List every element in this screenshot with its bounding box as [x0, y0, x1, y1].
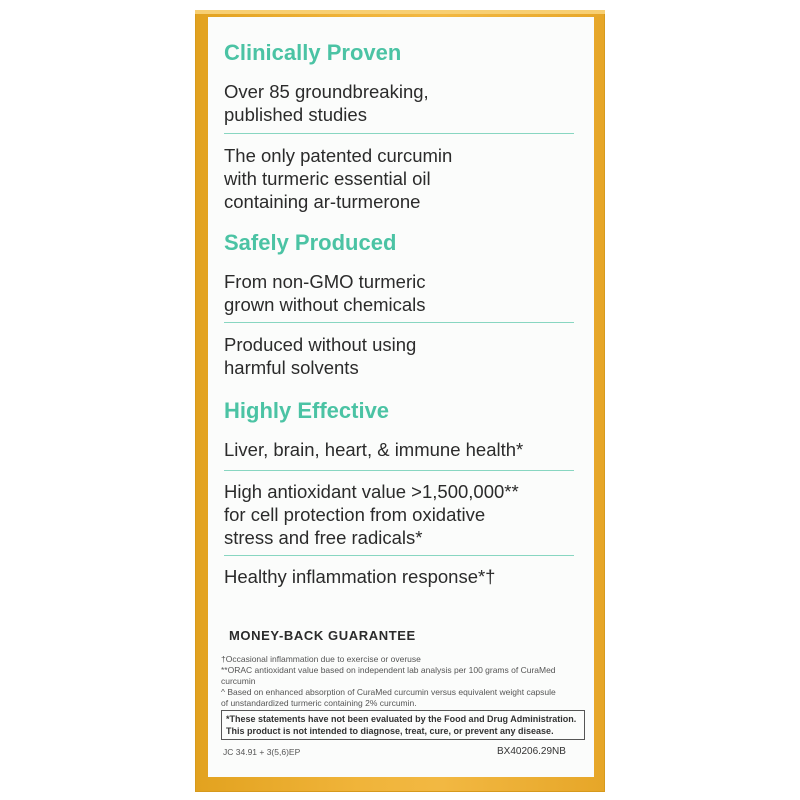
claim-solvents-line-2: harmful solvents — [224, 357, 359, 378]
claim-health-line-1: Liver, brain, heart, & immune health* — [224, 439, 524, 460]
claim-non-gmo — [224, 270, 574, 316]
claim-health — [224, 438, 574, 461]
claim-non-gmo-line-1: From non-GMO turmeric — [224, 271, 426, 292]
claim-inflammation-line-1: Healthy inflammation response*† — [224, 566, 496, 587]
claim-inflammation — [224, 565, 574, 588]
claim-antioxidant — [224, 480, 574, 549]
claim-antioxidant-line-1: High antioxidant value >1,500,000** — [224, 481, 519, 502]
claim-patented — [224, 144, 574, 213]
divider — [224, 133, 574, 134]
divider — [224, 470, 574, 471]
claim-solvents-line-1: Produced without using — [224, 334, 417, 355]
claim-patented-line-3: containing ar-turmerone — [224, 191, 421, 212]
claim-patented-line-1: The only patented curcumin — [224, 145, 453, 166]
heading-highly-effective: Highly Effective — [224, 398, 390, 423]
footnote: of unstandardized turmeric containing 2% curcumin. — [221, 698, 417, 708]
footnote: **ORAC antioxidant value based on independent lab analysis per 100 grams of CuraMed curcumin — [221, 665, 556, 686]
footnote: †Occasional inflammation due to exercise or overuse — [221, 654, 421, 664]
heading-clinically-proven: Clinically Proven — [224, 40, 402, 65]
claim-solvents — [224, 333, 574, 379]
fda-disclaimer — [221, 710, 585, 740]
claim-studies-line-1: Over 85 groundbreaking, — [224, 81, 429, 102]
claim-antioxidant-line-2: for cell protection from oxidative — [224, 504, 486, 525]
claim-studies-line-2: published studies — [224, 104, 367, 125]
divider — [224, 555, 574, 556]
footnote: ^ Based on enhanced absorption of CuraMed curcumin versus equivalent weight capsule — [221, 687, 556, 697]
money-back-guarantee: MONEY-BACK GUARANTEE — [229, 628, 416, 643]
heading-safely-produced: Safely Produced — [224, 230, 397, 255]
claim-studies — [224, 80, 574, 126]
footnotes — [221, 654, 586, 709]
claim-patented-line-2: with turmeric essential oil — [224, 168, 431, 189]
box-top-edge — [195, 10, 605, 14]
disclaimer-line-1: *These statements have not been evaluated by the Food and Drug Administration. — [226, 714, 577, 724]
batch-code: BX40206.29NB — [497, 746, 566, 757]
disclaimer-line-2: This product is not intended to diagnose, treat, cure, or prevent any disease. — [226, 726, 554, 736]
claim-antioxidant-line-3: stress and free radicals* — [224, 527, 423, 548]
lot-code: JC 34.91 + 3(5,6)EP — [223, 747, 301, 757]
claim-non-gmo-line-2: grown without chemicals — [224, 294, 426, 315]
divider — [224, 322, 574, 323]
